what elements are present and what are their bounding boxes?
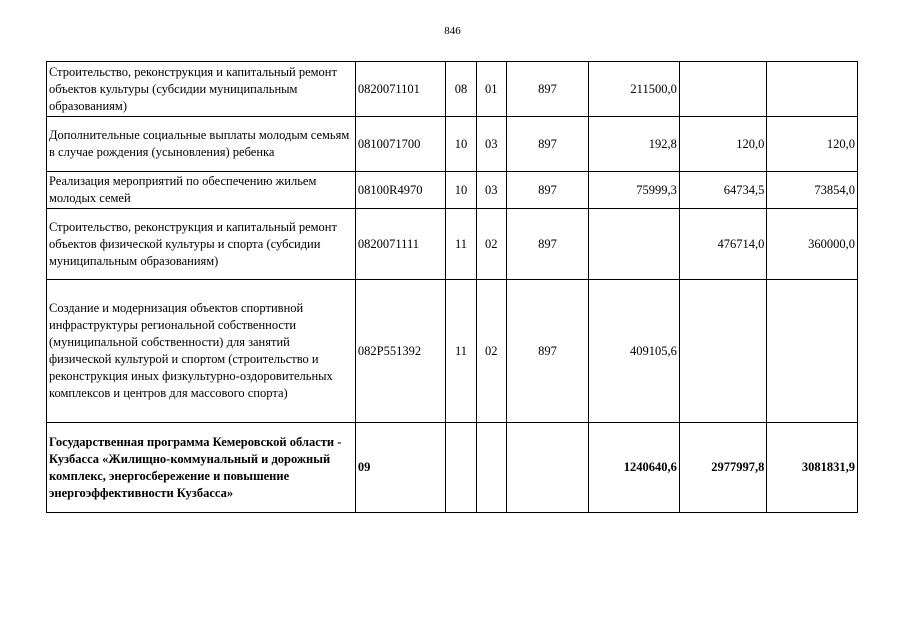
target-code-cell: 08100R4970 bbox=[355, 172, 446, 209]
table-row bbox=[47, 280, 858, 423]
table-row-program-total bbox=[47, 423, 858, 513]
table-row bbox=[47, 209, 858, 280]
program-name-cell: Дополнительные социальные выплаты молодым семьям в случае рождения (усыновления) ребенка bbox=[47, 117, 356, 172]
section-cell: 10 bbox=[446, 117, 476, 172]
subsection-cell: 02 bbox=[476, 209, 506, 280]
admin-code-cell: 897 bbox=[506, 280, 589, 423]
section-cell: 10 bbox=[446, 172, 476, 209]
amount-year2-cell: 64734,5 bbox=[679, 172, 767, 209]
subsection-cell bbox=[476, 423, 506, 513]
amount-year1-cell: 211500,0 bbox=[589, 62, 680, 117]
target-code-cell: 0820071101 bbox=[355, 62, 446, 117]
table-row bbox=[47, 62, 858, 117]
amount-year2-cell: 2977997,8 bbox=[679, 423, 767, 513]
section-cell: 08 bbox=[446, 62, 476, 117]
target-code-cell: 09 bbox=[355, 423, 446, 513]
target-code-cell: 0810071700 bbox=[355, 117, 446, 172]
amount-year2-cell bbox=[679, 280, 767, 423]
amount-year3-cell bbox=[767, 280, 858, 423]
target-code-cell: 082P551392 bbox=[355, 280, 446, 423]
amount-year3-cell: 360000,0 bbox=[767, 209, 858, 280]
amount-year3-cell: 120,0 bbox=[767, 117, 858, 172]
program-name-cell: Реализация мероприятий по обеспечению жильем молодых семей bbox=[47, 172, 356, 209]
admin-code-cell: 897 bbox=[506, 117, 589, 172]
admin-code-cell: 897 bbox=[506, 62, 589, 117]
program-name-cell: Строительство, реконструкция и капитальный ремонт объектов физической культуры и спорта (субсидии муниципальным образованиям) bbox=[47, 209, 356, 280]
amount-year3-cell: 3081831,9 bbox=[767, 423, 858, 513]
amount-year2-cell: 476714,0 bbox=[679, 209, 767, 280]
subsection-cell: 03 bbox=[476, 172, 506, 209]
subsection-cell: 02 bbox=[476, 280, 506, 423]
budget-table bbox=[46, 61, 858, 513]
target-code-cell: 0820071111 bbox=[355, 209, 446, 280]
program-name-cell: Строительство, реконструкция и капитальный ремонт объектов культуры (субсидии муниципальным образованиям) bbox=[47, 62, 356, 117]
amount-year1-cell bbox=[589, 209, 680, 280]
admin-code-cell bbox=[506, 423, 589, 513]
amount-year2-cell bbox=[679, 62, 767, 117]
amount-year2-cell: 120,0 bbox=[679, 117, 767, 172]
program-name-cell: Создание и модернизация объектов спортивной инфраструктуры региональной собственности (муниципальной собственности) для занятий физической культурой и спортом (строительство и реконструкция иных физкультурно-оздоровительных комплексов и центров для массового спорта) bbox=[47, 280, 356, 423]
amount-year1-cell: 409105,6 bbox=[589, 280, 680, 423]
amount-year3-cell: 73854,0 bbox=[767, 172, 858, 209]
table-row bbox=[47, 117, 858, 172]
table-row bbox=[47, 172, 858, 209]
section-cell: 11 bbox=[446, 280, 476, 423]
subsection-cell: 03 bbox=[476, 117, 506, 172]
amount-year1-cell: 1240640,6 bbox=[589, 423, 680, 513]
admin-code-cell: 897 bbox=[506, 172, 589, 209]
section-cell bbox=[446, 423, 476, 513]
subsection-cell: 01 bbox=[476, 62, 506, 117]
section-cell: 11 bbox=[446, 209, 476, 280]
amount-year1-cell: 192,8 bbox=[589, 117, 680, 172]
amount-year3-cell bbox=[767, 62, 858, 117]
page-number: 846 bbox=[444, 25, 461, 37]
admin-code-cell: 897 bbox=[506, 209, 589, 280]
amount-year1-cell: 75999,3 bbox=[589, 172, 680, 209]
program-name-cell: Государственная программа Кемеровской области - Кузбасса «Жилищно-коммунальный и дорожный комплекс, энергосбережение и повышение энергоэффективности Кузбасса» bbox=[47, 423, 356, 513]
